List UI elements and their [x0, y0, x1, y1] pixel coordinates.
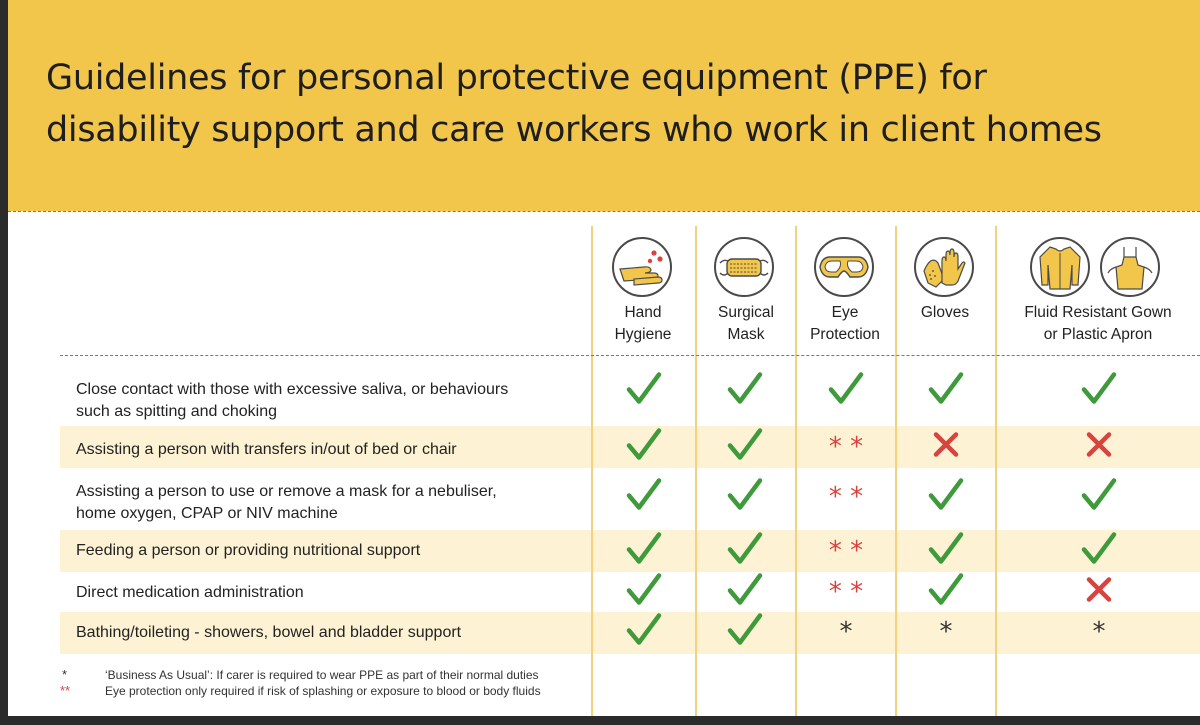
column-header-gloves [897, 302, 993, 324]
asterisk-mark: * [1092, 617, 1106, 647]
header-divider [8, 211, 1200, 212]
row-label-line: Direct medication administration [76, 584, 304, 601]
title-line-2: disability support and care workers who work in client homes [46, 110, 1102, 150]
row-label-line: such as spitting and choking [76, 403, 278, 420]
column-header-surgical-mask [698, 302, 794, 346]
column-header-line: Hand [624, 304, 662, 321]
check-icon [626, 372, 662, 411]
hand-washing-icon [612, 237, 672, 297]
footnote-eye-protection: Eye protection only required if risk of splashing or exposure to blood or body fluids [105, 684, 541, 698]
cross-icon [1086, 432, 1112, 463]
row-label-nebuliser [76, 481, 576, 525]
column-header-gown-apron [1003, 302, 1193, 346]
column-header-line: Fluid Resistant Gown [1024, 304, 1172, 321]
column-separator [895, 226, 897, 716]
row-label-feeding [76, 540, 576, 562]
column-separator [995, 226, 997, 716]
title-line-1: Guidelines for personal protective equipment (PPE) for [46, 58, 987, 98]
row-label-line: Close contact with those with excessive saliva, or behaviours [76, 381, 509, 398]
check-icon [1081, 372, 1117, 411]
check-icon [727, 372, 763, 411]
check-icon [626, 573, 662, 612]
cross-icon [1086, 577, 1112, 608]
check-icon [928, 573, 964, 612]
page-title [46, 52, 1102, 156]
check-icon [626, 478, 662, 517]
column-header-line: Mask [727, 326, 765, 343]
footnote-business-as-usual: ‘Business As Usual’: If carer is required to wear PPE as part of their normal duties [105, 668, 539, 682]
asterisk-mark: * [839, 617, 853, 647]
apron-icon [1100, 237, 1160, 297]
column-header-line: Eye [831, 304, 859, 321]
asterisk-mark: * [939, 617, 953, 647]
column-separator [591, 226, 593, 716]
double-asterisk-mark: * * [828, 577, 864, 607]
table-header-divider [60, 355, 1200, 356]
goggles-icon [814, 237, 874, 297]
column-header-line: or Plastic Apron [1043, 326, 1153, 343]
check-icon [928, 372, 964, 411]
gown-icon [1030, 237, 1090, 297]
row-label-line: Feeding a person or providing nutritional support [76, 542, 421, 559]
check-icon [727, 613, 763, 652]
check-icon [928, 532, 964, 571]
column-header-line: Surgical [718, 304, 774, 321]
column-header-line: Protection [810, 326, 880, 343]
row-label-line: Assisting a person to use or remove a mask for a nebuliser, [76, 483, 497, 500]
surgical-mask-icon [714, 237, 774, 297]
check-icon [1081, 532, 1117, 571]
row-label-saliva [76, 379, 576, 423]
header-banner [8, 0, 1200, 211]
cross-icon [933, 432, 959, 463]
check-icon [727, 478, 763, 517]
check-icon [727, 428, 763, 467]
row-label-line: home oxygen, CPAP or NIV machine [76, 505, 338, 522]
column-header-line: Gloves [920, 304, 970, 321]
row-label-bathing [76, 622, 576, 644]
row-label-line: Assisting a person with transfers in/out of bed or chair [76, 441, 457, 458]
check-icon [626, 532, 662, 571]
column-header-line: Hygiene [614, 326, 672, 343]
double-asterisk-mark: * * [828, 482, 864, 512]
double-asterisk-mark: * * [828, 536, 864, 566]
row-label-line: Bathing/toileting - showers, bowel and bladder support [76, 624, 462, 641]
check-icon [626, 613, 662, 652]
check-icon [1081, 478, 1117, 517]
check-icon [928, 478, 964, 517]
column-header-eye-protection [797, 302, 893, 346]
column-separator [795, 226, 797, 716]
footnote-symbol-double: ** [60, 683, 71, 698]
double-asterisk-mark: * * [828, 432, 864, 462]
column-separator [695, 226, 697, 716]
check-icon [727, 532, 763, 571]
check-icon [626, 428, 662, 467]
column-header-hand-hygiene [595, 302, 691, 346]
check-icon [727, 573, 763, 612]
gloves-icon [914, 237, 974, 297]
row-label-transfers [76, 439, 576, 461]
footnote-symbol-single: * [62, 667, 68, 682]
check-icon [828, 372, 864, 411]
ppe-guidelines-document [8, 0, 1200, 716]
row-label-medication [76, 582, 576, 604]
